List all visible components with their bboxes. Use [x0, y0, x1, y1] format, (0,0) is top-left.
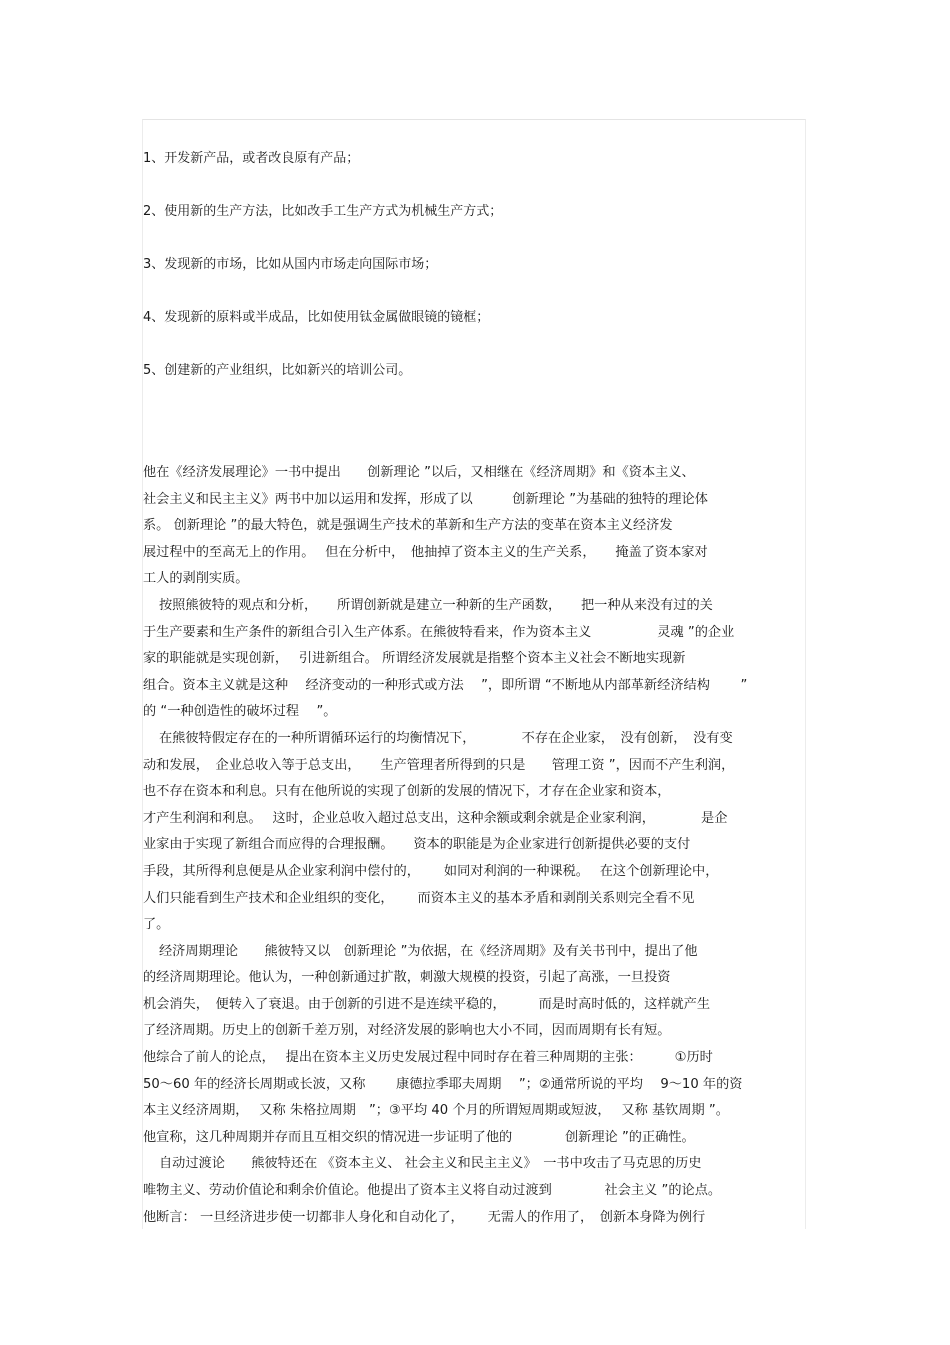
paragraph-line: 按照熊彼特的观点和分析， 所谓创新就是建立一种新的生产函数， 把一种从来没有过的关 — [159, 597, 713, 613]
list-item: 1、开发新产品，或者改良原有产品； — [143, 151, 360, 166]
paragraph-line: 家的职能就是实现创新， 引进新组合。 所谓经济发展就是指整个资本主义社会不断地实现新 — [143, 651, 686, 667]
paragraph-line: 本主义经济周期， 又称 朱格拉周期 ”；③平均 40 个月的所谓短周期或短波， 又称 基钦周期 ”。 — [143, 1103, 729, 1119]
paragraph-line: 展过程中的至高无上的作用。 但在分析中， 他抽掉了资本主义的生产关系， 掩盖了资本家对 — [143, 544, 708, 560]
paragraph-line: 系。 创新理论 ”的最大特色，就是强调生产技术的革新和生产方法的变革在资本主义经济发 — [143, 518, 673, 534]
paragraph-line: 了经济周期。历史上的创新千差万别，对经济发展的影响也大小不同，因而周期有长有短。 — [143, 1023, 671, 1039]
list-item: 5、创建新的产业组织，比如新兴的培训公司。 — [143, 363, 412, 378]
paragraph-line: 动和发展， 企业总收入等于总支出， 生产管理者所得到的只是 管理工资 ”，因而不产生利润， — [143, 757, 735, 773]
paragraph-line: 唯物主义、劳动价值论和剩余价值论。他提出了资本主义将自动过渡到 社会主义 ”的论点。 — [143, 1183, 722, 1199]
paragraph-line: 在熊彼特假定存在的一种所谓循环运行的均衡情况下， 不存在企业家， 没有创新， 没有变 — [159, 730, 733, 746]
paragraph-line: 自动过渡论 熊彼特还在 《资本主义、 社会主义和民主主义》 一书中攻击了马克思的历史 — [159, 1156, 702, 1172]
paragraph-line: 50～60 年的经济长周期或长波，又称 康德拉季耶夫周期 ”；②通常所说的平均 9～10 年的资 — [143, 1076, 743, 1092]
paragraph-line: 于生产要素和生产条件的新组合引入生产体系。在熊彼特看来，作为资本主义 灵魂 ”的企业 — [143, 624, 735, 640]
paragraph-line: 了。 — [143, 917, 170, 933]
paragraph-line: 他在《经济发展理论》一书中提出 创新理论 ”以后，又相继在《经济周期》和《资本主义、 — [143, 465, 695, 480]
paragraph-line: 社会主义和民主主义》两书中加以运用和发挥，形成了以 创新理论 ”为基础的独特的理论体 — [143, 491, 708, 507]
body-text — [143, 460, 805, 1231]
paragraph-line: 的经济周期理论。他认为，一种创新通过扩散，刺激大规模的投资，引起了高涨，一旦投资 — [143, 970, 671, 986]
paragraph-line: 也不存在资本和利息。只有在他所说的实现了创新的发展的情况下，才存在企业家和资本， — [143, 784, 671, 800]
list-item: 3、发现新的市场，比如从国内市场走向国际市场； — [143, 257, 438, 272]
list-item: 4、发现新的原料或半成品，比如使用钛金属做眼镜的镜框； — [143, 310, 490, 325]
paragraph-line: 他宣称，这几种周期并存而且互相交织的情况进一步证明了他的 创新理论 ”的正确性。 — [143, 1129, 695, 1145]
paragraph-line: 他断言： 一旦经济进步使一切都非人身化和自动化了， 无需人的作用了， 创新本身降为例行 — [143, 1209, 706, 1225]
paragraph-line: 人们只能看到生产技术和企业组织的变化， 而资本主义的基本矛盾和剥削关系则完全看不见 — [143, 890, 695, 906]
list-item: 2、使用新的生产方法，比如改手工生产方式为机械生产方式； — [143, 204, 503, 219]
paragraph-line: 的 “一种创造性的破坏过程 ”。 — [143, 704, 337, 720]
paragraph-line: 经济周期理论 熊彼特又以 创新理论 ”为依据，在《经济周期》及有关书刊中，提出了他 — [159, 943, 698, 959]
paragraph-line: 手段，其所得利息便是从企业家利润中偿付的， 如同对利润的一种课税。 在这个创新理论中， — [143, 863, 719, 879]
paragraph-line: 工人的剥削实质。 — [143, 571, 249, 587]
paragraph-line: 机会消失， 便转入了衰退。由于创新的引进不是连续平稳的， 而是时高时低的，这样就产生 — [143, 996, 711, 1012]
paragraph-line: 业家由于实现了新组合而应得的合理报酬。 资本的职能是为企业家进行创新提供必要的支付 — [143, 837, 691, 853]
paragraph-line: 他综合了前人的论点， 提出在资本主义历史发展过程中同时存在着三种周期的主张： ①历时 — [143, 1050, 713, 1066]
paragraph-line: 组合。资本主义就是这种 经济变动的一种形式或方法 ”，即所谓 “不断地从内部革新经济结构 ” — [143, 677, 748, 693]
paragraph-line: 才产生利润和利息。 这时，企业总收入超过总支出，这种余额或剩余就是企业家利润， 是企 — [143, 810, 728, 826]
